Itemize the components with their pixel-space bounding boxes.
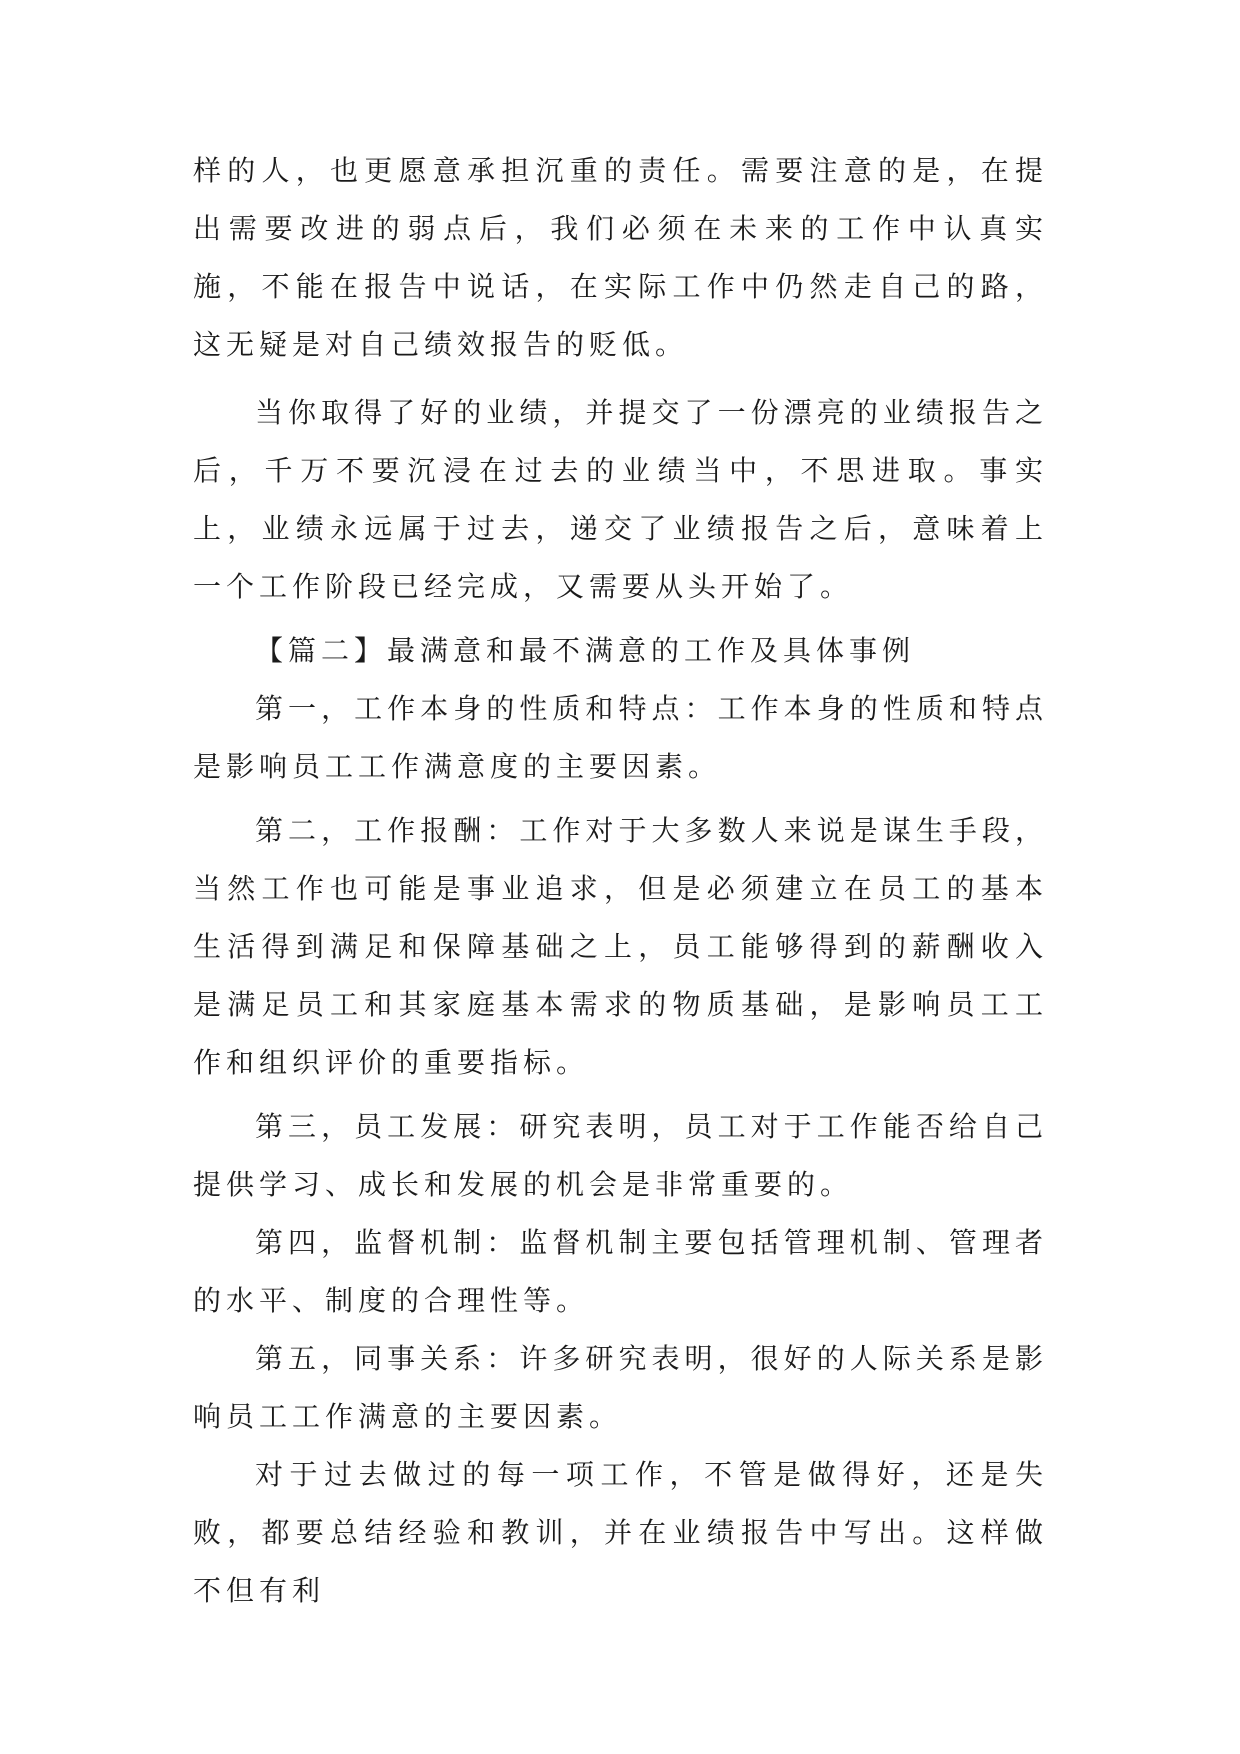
paragraph-point-three: 第三，员工发展：研究表明，员工对于工作能否给自己提供学习、成长和发展的机会是非常重要的。 (193, 1110, 1048, 1201)
paragraph-summary: 对于过去做过的每一项工作，不管是做得好，还是失败，都要总结经验和教训，并在业绩报告中写出。这样做不但有利 (193, 1458, 1048, 1607)
paragraph-performance-report: 当你取得了好的业绩，并提交了一份漂亮的业绩报告之后，千万不要沉浸在过去的业绩当中，不思进取。事实上，业绩永远属于过去，递交了业绩报告之后，意味着上一个工作阶段已经完成，又需要从头开始了。 (193, 396, 1048, 603)
paragraph-point-four: 第四，监督机制：监督机制主要包括管理机制、管理者的水平、制度的合理性等。 (193, 1226, 1048, 1317)
document-body (193, 142, 1048, 1620)
paragraph-point-one: 第一，工作本身的性质和特点：工作本身的性质和特点是影响员工工作满意度的主要因素。 (193, 692, 1048, 783)
paragraph-continuation: 样的人，也更愿意承担沉重的责任。需要注意的是，在提出需要改进的弱点后，我们必须在未来的工作中认真实施，不能在报告中说话，在实际工作中仍然走自己的路，这无疑是对自己绩效报告的贬低。 (193, 154, 1048, 361)
paragraph-point-five: 第五，同事关系：许多研究表明，很好的人际关系是影响员工工作满意的主要因素。 (193, 1342, 1048, 1433)
section-heading: 【篇二】最满意和最不满意的工作及具体事例 (255, 634, 916, 667)
paragraph-point-two: 第二，工作报酬：工作对于大多数人来说是谋生手段，当然工作也可能是事业追求，但是必须建立在员工的基本生活得到满足和保障基础之上，员工能够得到的薪酬收入是满足员工和其家庭基本需求的物质基础，是影响员工工作和组织评价的重要指标。 (193, 814, 1048, 1079)
